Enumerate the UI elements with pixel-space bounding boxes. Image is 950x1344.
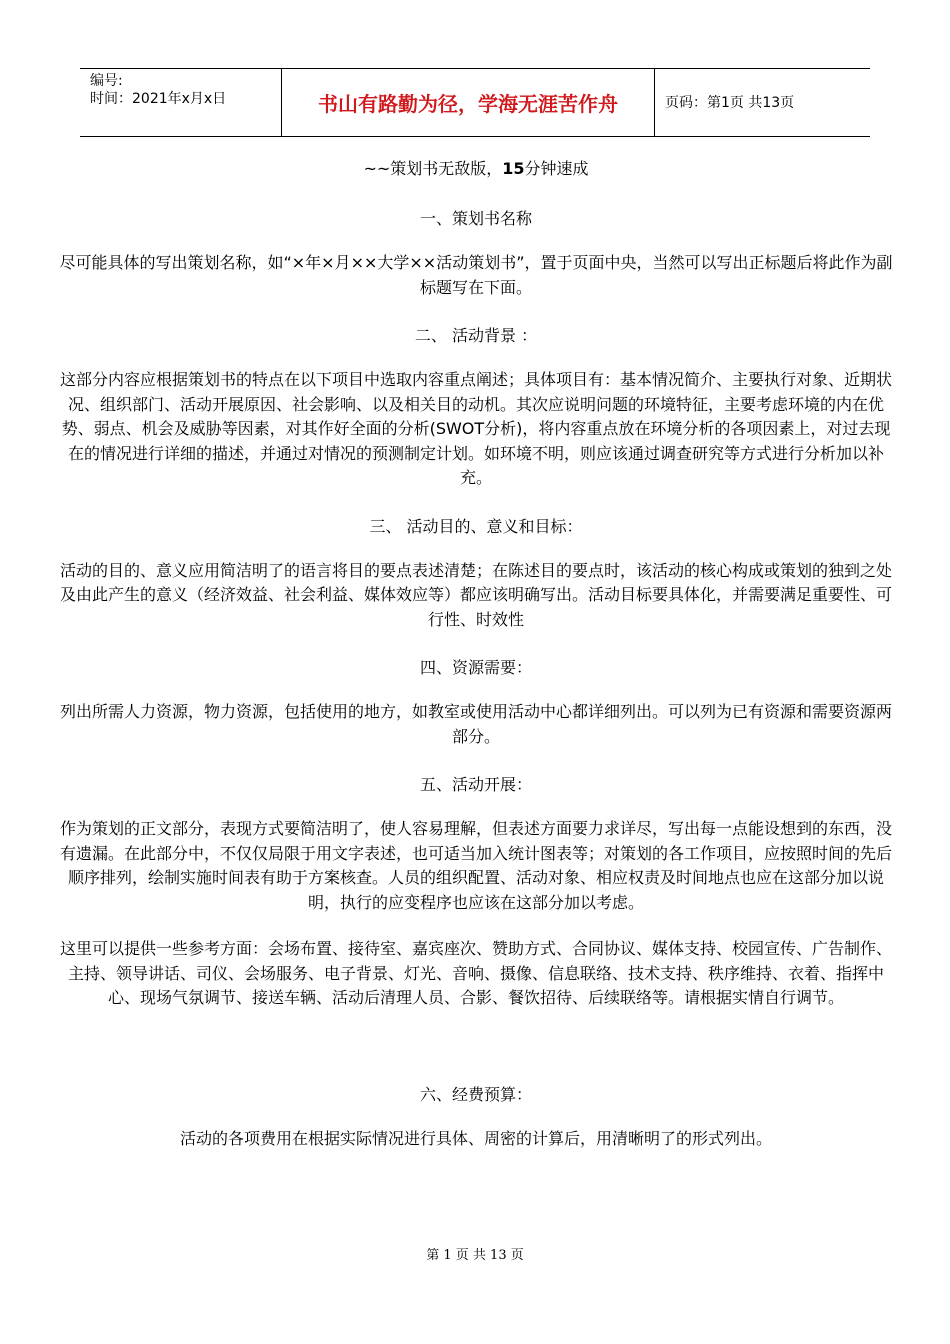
- page-header: [80, 68, 870, 137]
- section-paragraph: 这部分内容应根据策划书的特点在以下项目中选取内容重点阐述；具体项目有：基本情况简介、主要执行对象、近期状况、组织部门、活动开展原因、社会影响、以及相关目的动机。其次应说明问题的环境特征，主要考虑环境的内在优势、弱点、机会及威胁等因素，对其作好全面的分析(SWOT分析)，将内容重点放在环境分析的各项因素上，对过去现在的情况进行详细的描述，并通过对情况的预测制定计划。如环境不明，则应该通过调查研究等方式进行分析加以补充。: [59, 370, 892, 487]
- section-heading-name: 一、策划书名称: [419, 209, 532, 228]
- page-info: 页码：第1页 共13页: [665, 95, 795, 111]
- section-paragraph: 尽可能具体的写出策划名称，如“×年×月××大学××活动策划书”，置于页面中央，当然可以写出正标题后将此作为副标题写在下面。: [59, 253, 893, 297]
- section-heading-background: 二、 活动背景 ：: [414, 326, 538, 345]
- subtitle-suffix: 分钟速成: [524, 159, 589, 178]
- section-heading-resources: 四、资源需要：: [419, 658, 532, 677]
- subtitle-prefix: ~~策划书无敌版，: [363, 159, 503, 178]
- header-page-info-cell: [655, 69, 870, 136]
- spacer: [55, 1033, 897, 1081]
- section-heading-purpose: 三、 活动目的、意义和目标：: [369, 516, 583, 536]
- section-paragraph: 活动的目的、意义应用简洁明了的语言将目的要点表述清楚；在陈述目的要点时，该活动的核心构成或策划的独到之处及由此产生的意义（经济效益、社会利益、媒体效应等）都应该明确写出。活动目标要具体化，并需要满足重要性、可行性、时效性: [59, 560, 892, 629]
- section-heading-budget: 六、经费预算：: [419, 1084, 532, 1104]
- document-subtitle: [55, 155, 897, 183]
- section-paragraph: 活动的各项费用在根据实际情况进行具体、周密的计算后，用清晰明了的形式列出。: [179, 1128, 772, 1148]
- section-paragraph: 列出所需人力资源，物力资源，包括使用的地方，如教室或使用活动中心都详细列出。可以列为已有资源和需要资源两部分。: [59, 702, 892, 746]
- section-heading-activities: 五、活动开展：: [419, 775, 532, 794]
- subtitle-number: 15: [502, 159, 525, 178]
- section-paragraph: 作为策划的正文部分，表现方式要简洁明了，使人容易理解，但表述方面要力求详尽，写出每一点能设想到的东西，没有遗漏。在此部分中，不仅仅局限于用文字表述，也可适当加入统计图表等；对策划的各工作项目，应按照时间的先后顺序排列，绘制实施时间表有助于方案核查。人员的组织配置、活动对象、相应权责及时间地点也应在这部分加以说明，执行的应变程序也应该在这部分加以考虑。: [59, 819, 892, 912]
- time-label: 时间：2021年x月x日: [90, 91, 227, 107]
- motto-text: 书山有路勤为径，学海无涯苦作舟: [318, 92, 618, 116]
- section-paragraph: 这里可以提供一些参考方面：会场布置、接待室、嘉宾座次、赞助方式、合同协议、媒体支持、校园宣传、广告制作、主持、领导讲话、司仪、会场服务、电子背景、灯光、音响、摄像、信息联络、技术支持、秩序维持、衣着、指挥中心、现场气氛调节、接送车辆、活动后清理人员、合影、餐饮招待、后续联络等。请根据实情自行调节。: [59, 939, 892, 1007]
- serial-label: 编号:: [90, 73, 123, 89]
- document-body: [55, 155, 897, 1173]
- header-motto-cell: [281, 69, 655, 136]
- page-footer: 第 1 页 共 13 页: [426, 1248, 524, 1263]
- header-meta: [80, 69, 280, 136]
